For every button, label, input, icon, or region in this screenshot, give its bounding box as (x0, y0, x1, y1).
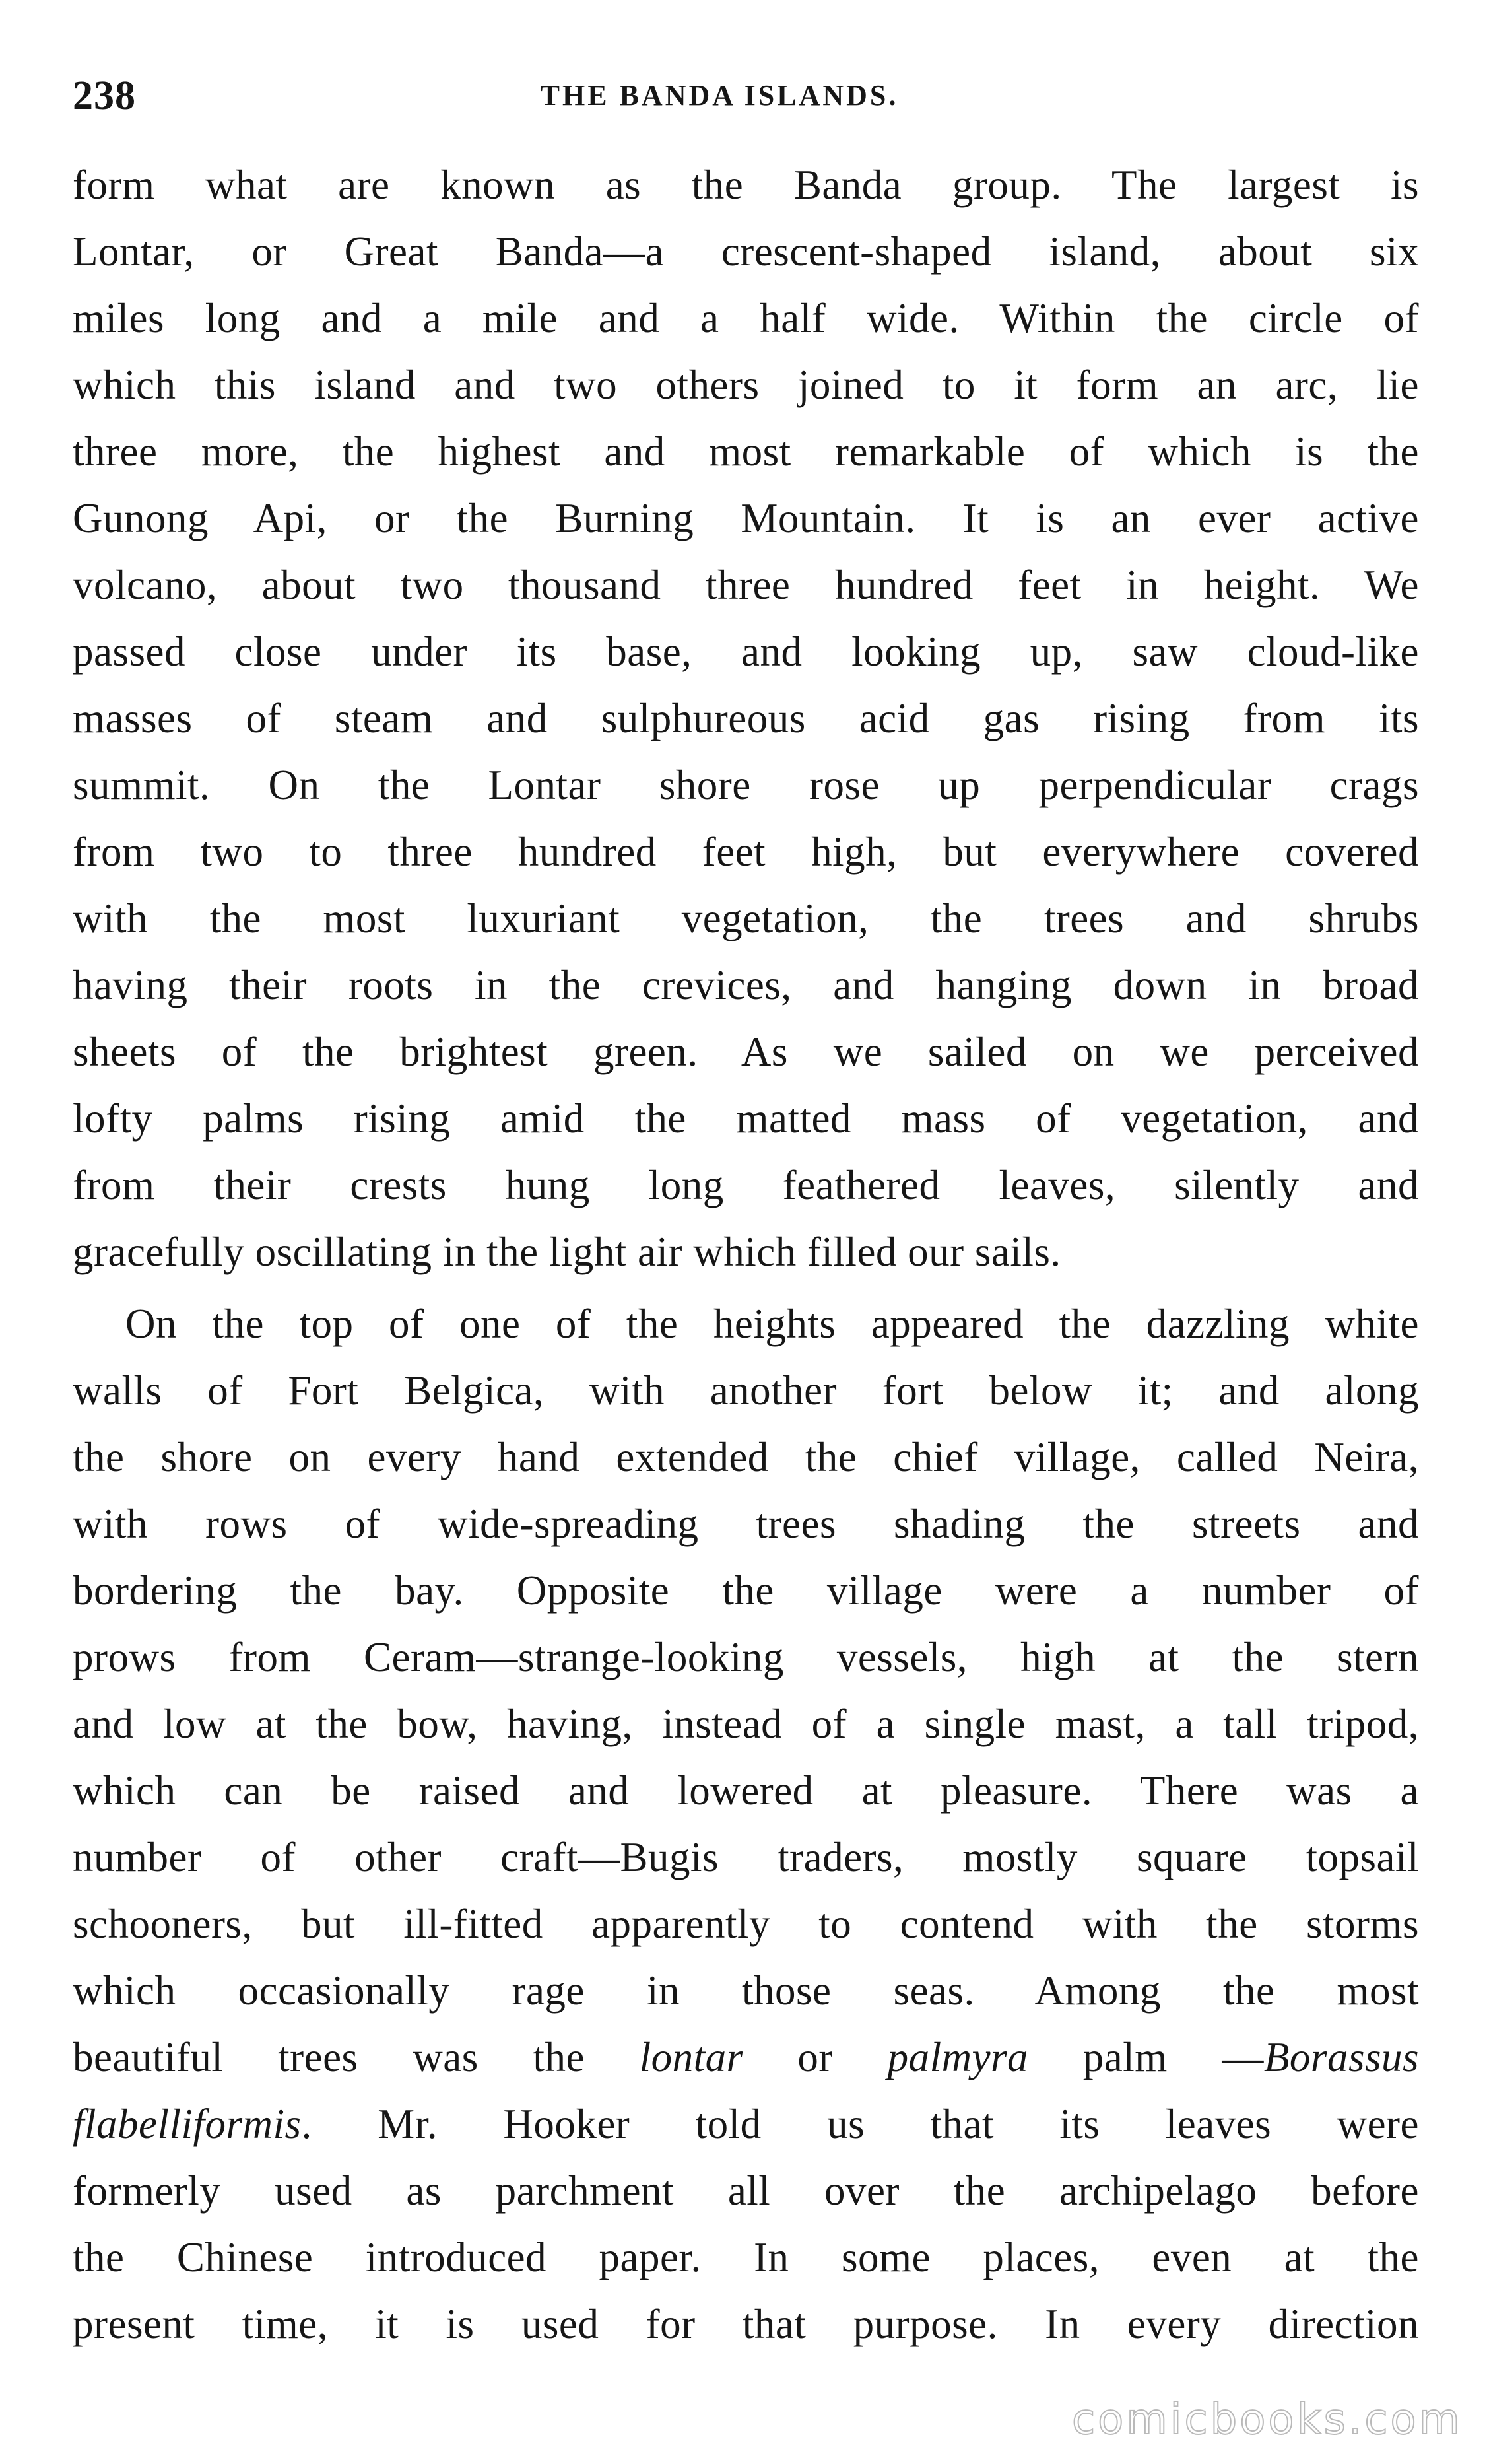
text-line (73, 1291, 1419, 1357)
text-run: which occasionally rage in those seas. Among the most (73, 1968, 1419, 2014)
italic-term: flabelliformis (73, 2101, 302, 2147)
text-line (73, 1824, 1419, 1891)
text-line (73, 752, 1419, 819)
text-line (73, 1491, 1419, 1557)
page-header (73, 59, 1419, 132)
text-line (73, 2291, 1419, 2358)
watermark: comicbooks.com (1071, 2395, 1463, 2444)
text-run: the Chinese introduced paper. In some places, even at the (73, 2234, 1419, 2280)
text-run: lofty palms rising amid the matted mass of vegetation, and (73, 1095, 1419, 1142)
text-line (73, 952, 1419, 1019)
text-run: form what are known as the Banda group. The largest is (73, 162, 1419, 208)
text-run: beautiful trees was the (73, 2034, 640, 2080)
italic-term: Borassus (1263, 2034, 1419, 2080)
text-run: and low at the bow, having, instead of a single mast, a tall tripod, (73, 1701, 1419, 1747)
text-run: Gunong Api, or the Burning Mountain. It is an ever active (73, 495, 1419, 541)
text-run: the shore on every hand extended the chief village, called Neira, (73, 1434, 1419, 1480)
text-line (73, 285, 1419, 352)
paragraph (73, 152, 1419, 1285)
text-line (73, 1085, 1419, 1152)
italic-term: lontar (639, 2034, 743, 2080)
text-line (73, 1958, 1419, 2024)
page-number: 238 (73, 73, 136, 118)
text-run: Lontar, or Great Banda—a crescent-shaped island, about six (73, 228, 1419, 275)
text-line (73, 1219, 1419, 1285)
paragraph (73, 1291, 1419, 2358)
text-run: from two to three hundred feet high, but everywhere covered (73, 829, 1419, 875)
text-run: which this island and two others joined to it form an arc, lie (73, 362, 1419, 408)
book-page (73, 59, 1419, 2410)
text-run: formerly used as parchment all over the archipelago before (73, 2168, 1419, 2214)
text-run: with the most luxuriant vegetation, the trees and shrubs (73, 895, 1419, 941)
italic-term: palmyra (887, 2034, 1029, 2080)
text-line (73, 1758, 1419, 1824)
text-line (73, 2091, 1419, 2158)
text-line (73, 685, 1419, 752)
text-line (73, 2024, 1419, 2091)
text-line (73, 1152, 1419, 1219)
text-run: summit. On the Lontar shore rose up perpendicular crags (73, 762, 1419, 808)
text-run: palm — (1028, 2034, 1264, 2080)
text-run: On the top of one of the heights appeared the dazzling white (125, 1301, 1419, 1347)
text-run: miles long and a mile and a half wide. Within the circle of (73, 295, 1419, 341)
text-run: masses of steam and sulphureous acid gas rising from its (73, 695, 1419, 741)
text-line (73, 1691, 1419, 1758)
text-line (73, 1557, 1419, 1624)
text-line (73, 419, 1419, 485)
text-run: volcano, about two thousand three hundred feet in height. We (73, 562, 1419, 608)
body-text (73, 152, 1419, 2358)
text-run: sheets of the brightest green. As we sailed on we perceived (73, 1029, 1419, 1075)
text-run: prows from Ceram—strange-looking vessels, high at the stern (73, 1634, 1419, 1680)
text-run: gracefully oscillating in the light air which filled our sails. (73, 1229, 1061, 1275)
text-line (73, 152, 1419, 219)
text-line (73, 819, 1419, 885)
text-line (73, 1424, 1419, 1491)
text-line (73, 1624, 1419, 1691)
text-run: walls of Fort Belgica, with another fort below it; and along (73, 1367, 1419, 1414)
text-line (73, 1357, 1419, 1424)
text-run: passed close under its base, and looking up, saw cloud-like (73, 629, 1419, 675)
text-line (73, 1019, 1419, 1085)
text-run: having their roots in the crevices, and hanging down in broad (73, 962, 1419, 1008)
text-line (73, 485, 1419, 552)
text-line (73, 352, 1419, 419)
text-run: number of other craft—Bugis traders, mostly square topsail (73, 1834, 1419, 1880)
text-run: from their crests hung long feathered leaves, silently and (73, 1162, 1419, 1208)
text-line (73, 2158, 1419, 2224)
text-line (73, 885, 1419, 952)
text-line (73, 2224, 1419, 2291)
text-line (73, 552, 1419, 619)
text-run: which can be raised and lowered at pleasure. There was a (73, 1767, 1419, 1814)
text-line (73, 219, 1419, 285)
text-run: or (743, 2034, 888, 2080)
text-line (73, 1891, 1419, 1958)
text-run: . Mr. Hooker told us that its leaves were (301, 2101, 1419, 2147)
text-line (73, 619, 1419, 685)
text-run: with rows of wide-spreading trees shading the streets and (73, 1501, 1419, 1547)
text-run: present time, it is used for that purpose. In every direction (73, 2301, 1419, 2347)
text-run: three more, the highest and most remarkable of which is the (73, 428, 1419, 475)
running-head: THE BANDA ISLANDS. (540, 79, 899, 112)
text-run: bordering the bay. Opposite the village were a number of (73, 1567, 1419, 1614)
text-run: schooners, but ill-fitted apparently to contend with the storms (73, 1901, 1419, 1947)
